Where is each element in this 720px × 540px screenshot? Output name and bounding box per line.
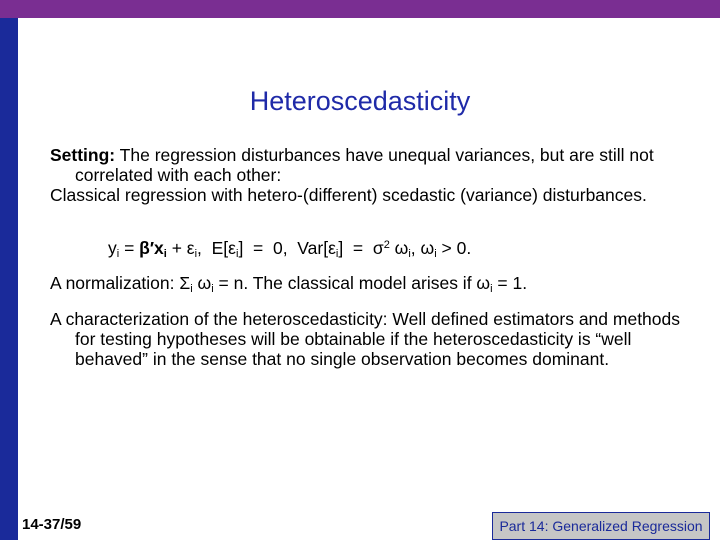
eq-sup: 2 xyxy=(383,239,390,251)
normalization-line xyxy=(50,273,700,299)
eq-var: ] = σ xyxy=(338,238,384,258)
slide-title: Heteroscedasticity xyxy=(249,86,471,116)
eq-y: y xyxy=(108,238,117,258)
eq-sub: i xyxy=(163,248,167,260)
eq-sub: i xyxy=(116,248,120,260)
setting-paragraph xyxy=(50,145,700,185)
eq-sub: i xyxy=(235,248,239,260)
eq-omega: ω xyxy=(389,238,409,258)
setting-block xyxy=(50,145,700,205)
norm-mid: = n. The classical model arises if ω xyxy=(213,273,491,293)
eq-sub: i xyxy=(434,248,437,260)
setting-text: The regression disturbances have unequal variances, but are still not correlated with each other: xyxy=(75,145,654,185)
characterization-block xyxy=(50,309,700,369)
eq-positive: > 0. xyxy=(436,238,472,258)
eq-expect-end: ] = 0, Var[ε xyxy=(238,238,336,258)
norm-sub: i xyxy=(490,283,493,295)
section-label: Part 14: Generalized Regression xyxy=(492,512,710,540)
eq-expect: , E[ε xyxy=(197,238,236,258)
eq-sub: i xyxy=(194,248,198,260)
norm-prefix: A normalization: Σ xyxy=(50,273,191,293)
eq-beta: β xyxy=(139,238,150,258)
norm-end: = 1. xyxy=(492,273,528,293)
eq-sub: i xyxy=(335,248,339,260)
top-accent-bar xyxy=(0,0,720,18)
eq-plus-eps: + ε xyxy=(166,238,195,258)
eq-prime-x: ′x xyxy=(149,238,164,258)
norm-sub: i xyxy=(190,283,193,295)
model-equation xyxy=(108,238,471,260)
setting-label: Setting: xyxy=(50,145,116,165)
eq-omega: , ω xyxy=(410,238,435,258)
eq-sub: i xyxy=(408,248,411,260)
norm-sub: i xyxy=(211,283,214,295)
slide-number: 14-37/59 xyxy=(22,516,82,533)
norm-omega: ω xyxy=(192,273,212,293)
characterization-paragraph: A characterization of the heteroscedasticity: Well defined estimators and methods for testing hypotheses will be obtainable if the heteroscedasticity is “well behaved” in the sense that no single observation becomes dominant. xyxy=(50,309,681,369)
eq-equals: = xyxy=(119,238,140,258)
classical-paragraph: Classical regression with hetero-(different) scedastic (variance) disturbances. xyxy=(50,185,647,205)
